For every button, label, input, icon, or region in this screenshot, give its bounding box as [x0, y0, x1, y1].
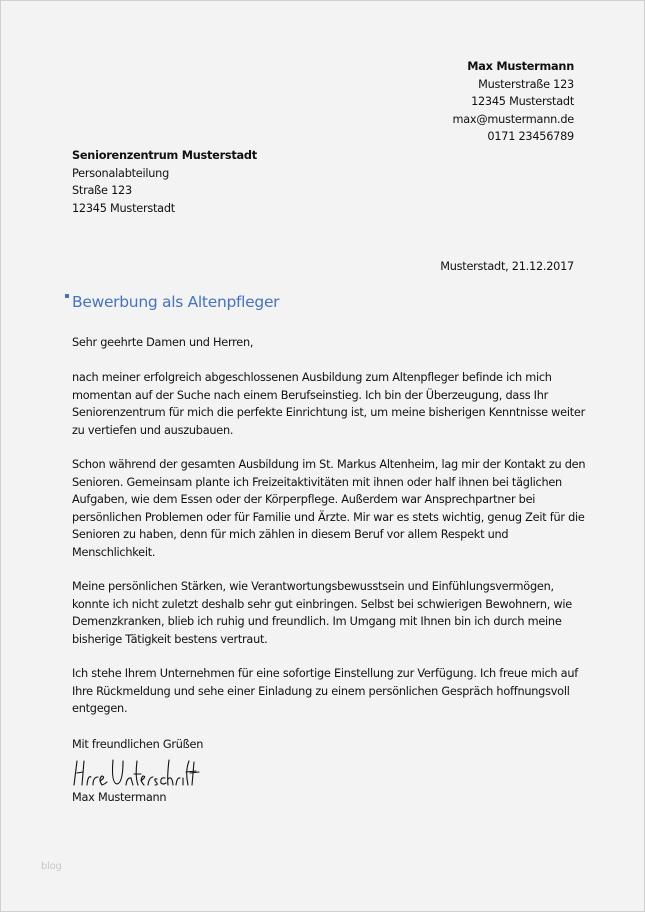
paragraph-line: Seniorenzentrum für mich die perfekte Einrichtung ist, um meine bisherigen Kenntnisse weiter — [72, 406, 585, 419]
sender-city: 12345 Musterstadt — [471, 95, 574, 108]
handwritten-signature — [71, 757, 201, 789]
paragraph-line: nach meiner erfolgreich abgeschlossenen Ausbildung zum Altenpfleger befinde ich mich — [72, 371, 552, 384]
paragraph-marker — [65, 294, 69, 298]
paragraph-1 — [72, 369, 585, 439]
sender-phone: 0171 23456789 — [487, 130, 574, 143]
paragraph-2 — [72, 456, 585, 561]
paragraph-line: Ihre Rückmeldung und sehe einer Einladung zu einem persönlichen Gespräch hoffnungsvoll — [72, 684, 570, 698]
recipient-block — [72, 147, 257, 217]
signer-name: Max Mustermann — [72, 791, 167, 804]
paragraph-3 — [72, 578, 572, 648]
sender-name: Max Mustermann — [467, 60, 574, 73]
watermark: blog — [41, 861, 62, 872]
paragraph-line: zu vertiefen und auszubauen. — [72, 423, 234, 437]
recipient-name: Seniorenzentrum Musterstadt — [72, 149, 257, 162]
sender-email: max@mustermann.de — [452, 112, 574, 126]
paragraph-line: konnte ich nicht zuletzt deshalb sehr gut einbringen. Selbst bei schwierigen Bewohnern, wie — [72, 597, 573, 611]
paragraph-line: Schon während der gesamten Ausbildung im St. Markus Altenheim, lag mir der Kontakt zu den — [72, 458, 586, 471]
paragraph-line: Demenzkranken, blieb ich ruhig und freundlich. Im Umgang mit Ihnen bin ich durch meine — [72, 615, 562, 628]
paragraph-line: persönlichen Problemen oder für Familie und Ärzte. Mir war es stets wichtig, genug Zeit für die — [72, 510, 585, 524]
paragraph-line: bisherige Tätigkeit bestens vertraut. — [72, 632, 268, 646]
letter-subject: Bewerbung als Altenpfleger — [72, 293, 280, 311]
paragraph-line: Meine persönlichen Stärken, wie Verantwortungsbewusstsein und Einfühlungsvermögen, — [72, 580, 554, 593]
recipient-street: Straße 123 — [72, 184, 132, 197]
paragraph-line: Senioren. Gemeinsam plante ich Freizeitaktivitäten mit ihnen oder half ihnen bei täglichen — [72, 475, 562, 489]
closing: Mit freundlichen Grüßen — [72, 738, 204, 751]
paragraph-line: Ich stehe Ihrem Unternehmen für eine sofortige Einstellung zur Verfügung. Ich freue mich auf — [72, 667, 578, 680]
paragraph-line: momentan auf der Suche nach einem Berufseinstieg. Ich bin der Überzeugung, dass Ihr — [72, 388, 549, 402]
paragraph-line: Aufgaben, wie dem Essen oder der Körperpflege. Außerdem war Ansprechpartner bei — [72, 493, 536, 506]
paragraph-line: entgegen. — [72, 702, 128, 715]
sender-street: Musterstraße 123 — [478, 77, 574, 91]
recipient-city: 12345 Musterstadt — [72, 201, 175, 215]
salutation: Sehr geehrte Damen und Herren, — [72, 336, 254, 349]
paragraph-line: Senioren zu haben, denn für mich zählen in diesem Beruf vor allem Respekt und — [72, 528, 509, 541]
letter-date: Musterstadt, 21.12.2017 — [440, 260, 574, 273]
paragraph-4 — [72, 665, 578, 718]
paragraph-line: Menschlichkeit. — [72, 545, 156, 559]
sender-block — [453, 58, 575, 146]
recipient-department: Personalabteilung — [72, 166, 170, 180]
